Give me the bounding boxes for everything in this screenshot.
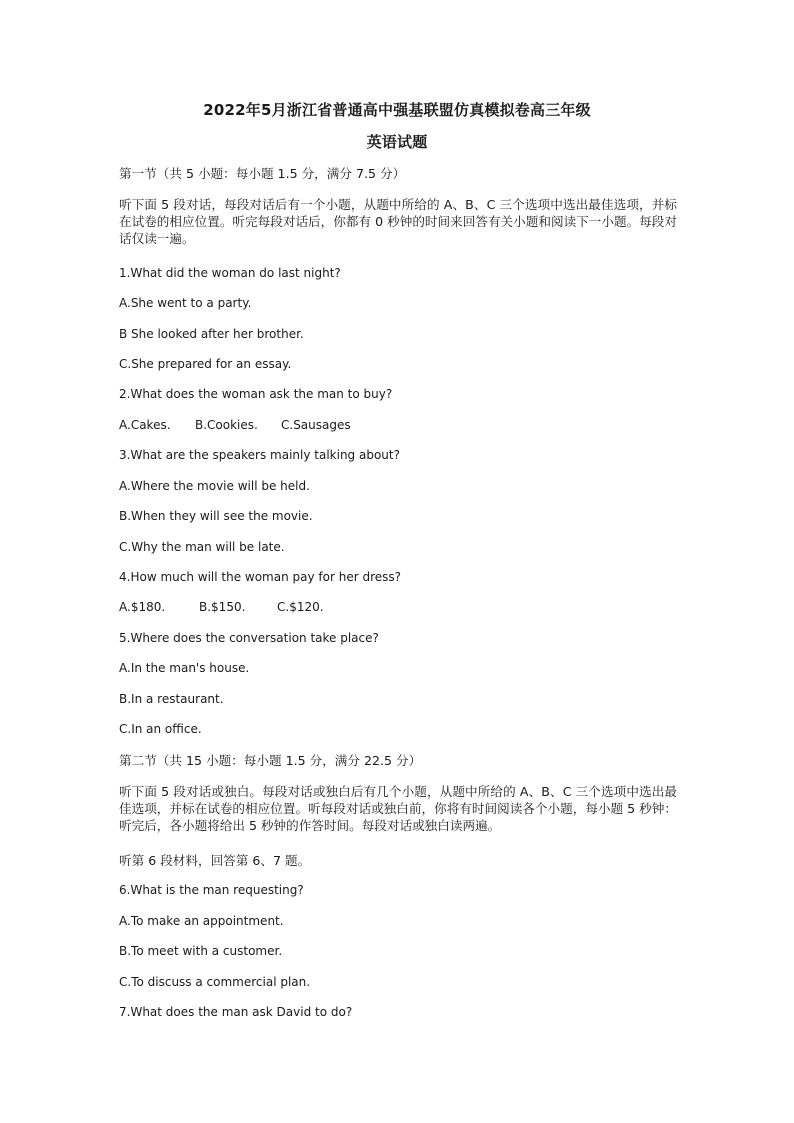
q5-option-b: B.In a restaurant.: [119, 692, 224, 706]
q6-option-a: A.To make an appointment.: [119, 914, 284, 928]
q4-option-a: A.$180.: [119, 600, 166, 614]
q2-option-a: A.Cakes.: [119, 418, 171, 432]
q4-options: [119, 599, 679, 616]
q3-option-c: C.Why the man will be late.: [119, 540, 285, 554]
section2-heading: 第二节（共 15 小题：每小题 1.5 分，满分 22.5 分）: [119, 753, 422, 768]
q3-question: 3.What are the speakers mainly talking about?: [119, 448, 400, 462]
q1-option-c: C.She prepared for an essay.: [119, 357, 292, 371]
q5-option-a: A.In the man's house.: [119, 661, 250, 675]
exam-title: 2022年5月浙江省普通高中强基联盟仿真模拟卷高三年级: [203, 101, 591, 119]
q4-option-c: C.$120.: [277, 600, 324, 614]
q4-question: 4.How much will the woman pay for her dress?: [119, 570, 401, 584]
section2-instructions: 听下面 5 段对话或独白。每段对话或独白后有几个小题，从题中所给的 A、B、C 三个选项中选出最佳选项，并标在试卷的相应位置。听每段对话或独白前，你将有时间阅读各个小题，每小题 5 秒钟：听完后，各小题将给出 5 秒钟的作答时间。每段对话或独白读两遍。: [119, 784, 677, 833]
q5-question: 5.Where does the conversation take place?: [119, 631, 379, 645]
q2-options: [119, 417, 679, 434]
q1-option-b: B She looked after her brother.: [119, 327, 304, 341]
q3-option-a: A.Where the movie will be held.: [119, 479, 310, 493]
material6-prompt: 听第 6 段材料，回答第 6、7 题。: [119, 853, 311, 868]
q2-option-c: C.Sausages: [281, 418, 351, 432]
q6-question: 6.What is the man requesting?: [119, 883, 304, 897]
q3-option-b: B.When they will see the movie.: [119, 509, 313, 523]
q4-option-b: B.$150.: [199, 600, 246, 614]
q2-option-b: B.Cookies.: [195, 418, 258, 432]
exam-subtitle: 英语试题: [366, 133, 428, 151]
section1-instructions: 听下面 5 段对话，每段对话后有一个小题，从题中所给的 A、B、C 三个选项中选出最佳选项，并标在试卷的相应位置。听完每段对话后，你都有 0 秒钟的时间来回答有关小题和阅读下一小题。每段对话仅读一遍。: [119, 197, 677, 246]
q7-question: 7.What does the man ask David to do?: [119, 1005, 353, 1019]
q6-option-b: B.To meet with a customer.: [119, 944, 283, 958]
q1-question: 1.What did the woman do last night?: [119, 266, 341, 280]
q5-option-c: C.In an office.: [119, 722, 202, 736]
q6-option-c: C.To discuss a commercial plan.: [119, 975, 311, 989]
section1-heading: 第一节（共 5 小题：每小题 1.5 分，满分 7.5 分）: [119, 166, 406, 181]
q2-question: 2.What does the woman ask the man to buy?: [119, 387, 393, 401]
q1-option-a: A.She went to a party.: [119, 296, 252, 310]
